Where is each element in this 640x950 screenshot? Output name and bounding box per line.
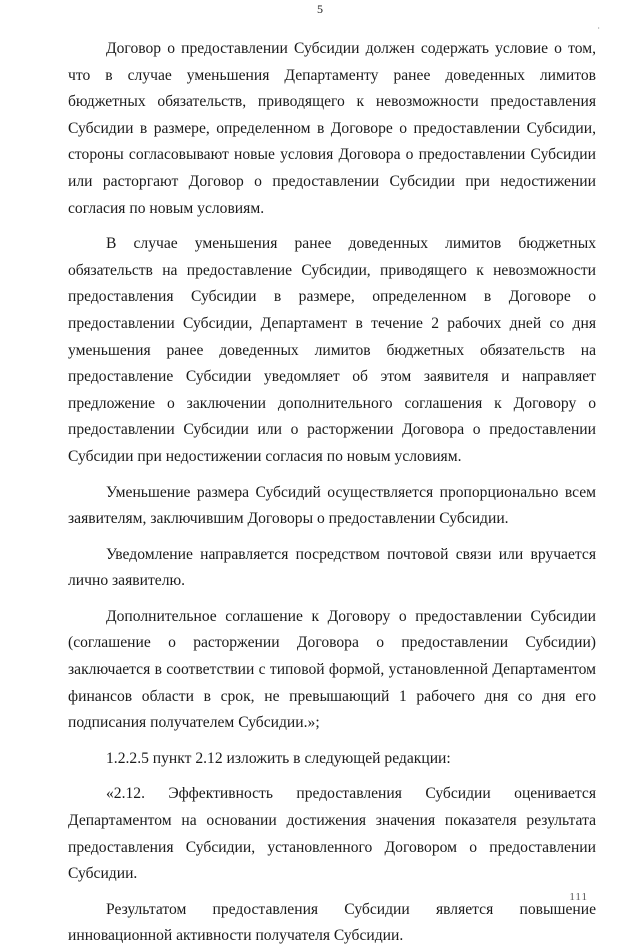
- paragraph-3: Уменьшение размера Субсидий осуществляется пропорционально всем заявителям, заключившим Договоры о предоставлении Субсидии.: [68, 483, 596, 528]
- paragraph-6: 1.2.2.5 пункт 2.12 изложить в следующей редакции:: [106, 749, 451, 767]
- scan-mark: ·: [597, 24, 600, 33]
- paragraph-4: Уведомление направляется посредством почтовой связи или вручается лично заявителю.: [68, 545, 596, 590]
- page-number: 5: [317, 2, 323, 16]
- footer-mark: 111: [569, 891, 588, 903]
- paragraph-1: Договор о предоставлении Субсидии должен содержать условие о том, что в случае уменьшения Департаменту ранее доведенных лимитов бюджетных обязательств, приводящего к невозможности предоставления Субсидии в размере, определенном в Договоре о предоставлении Субсидии, стороны согласовывают новые условия Договора о предоставлении Субсидии или расторгают Договор о предоставлении Субсидии при недостижении согласия по новым условиям.: [68, 40, 596, 217]
- paragraph-8: Результатом предоставления Субсидии является повышение инновационной активности получателя Субсидии.: [68, 900, 596, 945]
- paragraph-5: Дополнительное соглашение к Договору о предоставлении Субсидии (соглашение о расторжении Договора о предоставлении Субсидии) заключается в соответствии с типовой формой, установленной Департаментом финансов области в срок, не превышающий 1 рабочего дня со дня его подписания получателем Субсидии.»;: [68, 607, 596, 732]
- document-body: [68, 36, 596, 950]
- paragraph-7: «2.12. Эффективность предоставления Субсидии оценивается Департаментом на основании достижения значения показателя результата предоставления Субсидии, установленного Договором о предоставлении Субсидии.: [68, 785, 596, 883]
- paragraph-2: В случае уменьшения ранее доведенных лимитов бюджетных обязательств на предоставление Субсидии, приводящего к невозможности предоставления Субсидии в размере, определенном в Договоре о предоставлении Субсидии, Департамент в течение 2 рабочих дней со дня уменьшения ранее доведенных лимитов бюджетных обязательств на предоставление Субсидии уведомляет об этом заявителя и направляет предложение о заключении дополнительного соглашения к Договору о предоставлении Субсидии или о расторжении Договора о предоставлении Субсидии при недостижении согласия по новым условиям.: [68, 235, 596, 465]
